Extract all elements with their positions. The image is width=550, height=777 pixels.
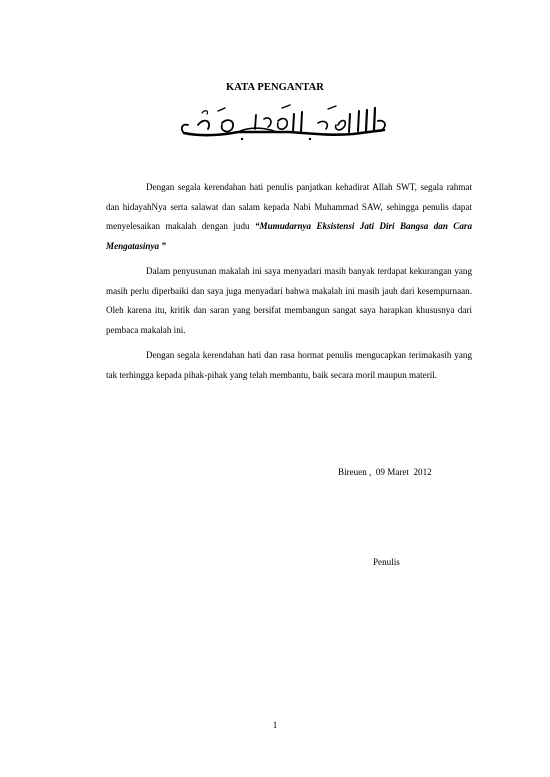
paragraph-2: Dalam penyusunan makalah ini saya menyadari masih banyak terdapat kekurangan yang masih perlu diperbaiki dan saya juga menyadari bahwa makalah ini masih jauh dari kesempurnaan. Oleh karena itu, kritik dan saran yang bersifat membangun sangat saya harapkan khususnya dari pembaca makalah ini. xyxy=(106,266,472,336)
paragraph-1-text: Dengan segala kerendahan hati penulis panjatkan kehadirat Allah SWT, segala rahmat dan hidayahNya serta salawat dan salam kepada Nabi Muhammad SAW, sehingga penulis dapat menyelesaikan makalah dengan judu xyxy=(106,182,472,232)
place-date: Bireuen , 09 Maret 2012 xyxy=(338,467,432,477)
paragraph-3: Dengan segala kerendahan hati dan rasa hormat penulis mengucapkan terimakasih yang tak terhingga kepada pihak-pihak yang telah membantu, baik secara moril maupun materil. xyxy=(106,350,472,380)
basmala-calligraphy xyxy=(178,103,392,143)
page-title: KATA PENGANTAR xyxy=(226,82,324,93)
signature-label: Penulis xyxy=(373,557,400,567)
paragraph-1 xyxy=(106,178,472,257)
paper-title-emphasis: “Mumudarnya Eksistensi Jati Diri Bangsa dan Cara Mengatasinya ” xyxy=(106,221,472,252)
page-number: 1 xyxy=(272,720,278,730)
